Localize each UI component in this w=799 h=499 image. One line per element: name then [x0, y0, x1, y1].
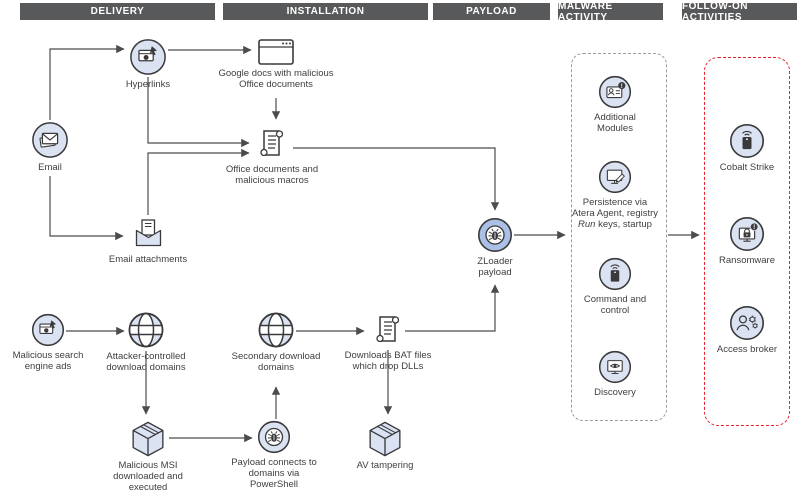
node-additional-modules — [582, 75, 648, 134]
package-icon — [367, 421, 403, 457]
node-label: Command and control — [583, 294, 647, 317]
node-label: Malicious MSI downloaded and executed — [113, 460, 183, 494]
bug-icon — [257, 420, 291, 454]
node-persistence — [571, 160, 659, 231]
node-label: Additional Modules — [594, 112, 636, 135]
node-av-tampering — [340, 421, 430, 471]
header-payload: PAYLOAD — [433, 3, 550, 20]
package-icon — [130, 421, 166, 457]
node-label: Google docs with malicious Office documents — [218, 68, 334, 91]
header-installation: INSTALLATION — [223, 3, 428, 20]
header-delivery: DELIVERY — [20, 3, 215, 20]
node-google-docs — [209, 39, 343, 90]
browser-cursor-icon — [31, 313, 65, 347]
node-label: Access broker — [716, 344, 778, 355]
node-label: Attacker-controlled download domains — [106, 351, 186, 374]
svg-text:!: ! — [753, 224, 756, 232]
node-search-ads — [2, 313, 94, 372]
node-office-docs — [218, 127, 326, 186]
node-label: Email — [38, 162, 62, 173]
macro-scroll-icon — [371, 313, 405, 347]
node-label: Persistence via Atera Agent, registry Run keys, startup — [571, 197, 659, 231]
node-bat-files — [336, 313, 440, 372]
person-gears-icon — [729, 305, 765, 341]
node-label: Downloads BAT files which drop DLLs — [344, 350, 432, 373]
globe-icon — [258, 312, 294, 348]
c2-device-icon — [598, 257, 632, 291]
node-discovery — [580, 350, 650, 398]
node-label: Cobalt Strike — [719, 162, 775, 173]
header-malware-activity: MALWARE ACTIVITY — [558, 3, 663, 20]
node-email-attachments — [93, 217, 203, 265]
node-label: Secondary download domains — [231, 351, 321, 374]
node-access-broker — [707, 305, 787, 355]
node-label: Ransomware — [719, 255, 775, 266]
node-label: Malicious search engine ads — [12, 350, 84, 373]
node-label: Email attachments — [108, 254, 188, 265]
node-zloader-payload — [467, 217, 523, 278]
macro-scroll-icon — [255, 127, 289, 161]
globe-icon — [128, 312, 164, 348]
monitor-eye-icon — [598, 350, 632, 384]
monitor-pencil-icon — [598, 160, 632, 194]
id-badge-alert-icon — [598, 75, 632, 109]
monitor-lock-alert-icon — [729, 216, 765, 252]
node-label: Hyperlinks — [125, 79, 171, 90]
node-email — [20, 121, 80, 173]
bug-icon — [477, 217, 513, 253]
node-label: Payload connects to domains via PowerShell — [231, 457, 317, 491]
node-label: ZLoader payload — [477, 256, 513, 279]
svg-text:!: ! — [620, 83, 623, 90]
node-attacker-domains — [95, 312, 197, 373]
browser-window-icon — [258, 39, 294, 65]
node-label: AV tampering — [356, 460, 414, 471]
email-icon — [31, 121, 69, 159]
node-hyperlinks — [113, 38, 183, 90]
header-follow-on-activities: FOLLOW-ON ACTIVITIES — [682, 3, 797, 20]
envelope-attachment-icon — [131, 217, 165, 251]
c2-device-icon — [729, 123, 765, 159]
node-secondary-domains — [230, 312, 322, 373]
node-ransomware — [707, 216, 787, 266]
node-label: Office documents and malicious macros — [225, 164, 319, 187]
node-label: Discovery — [594, 387, 636, 398]
node-cobalt-strike — [707, 123, 787, 173]
node-payload-connects — [229, 420, 319, 491]
browser-cursor-icon — [129, 38, 167, 76]
node-malicious-msi — [106, 421, 190, 494]
node-command-control — [573, 257, 657, 316]
